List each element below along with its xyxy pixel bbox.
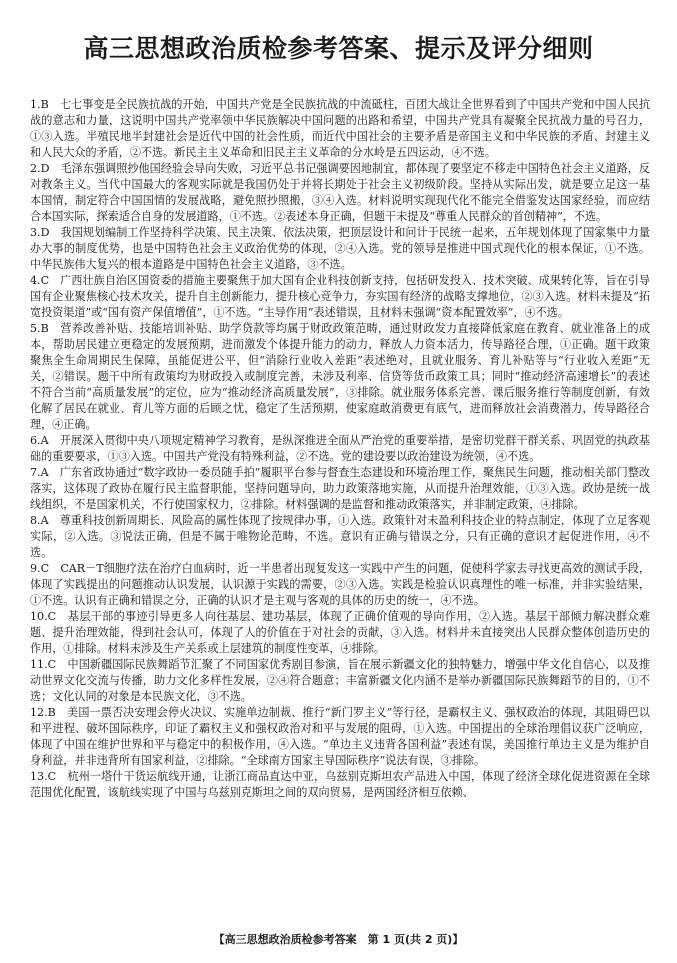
question-number: 1.: [30, 98, 41, 111]
explanation-text: 尊重科技创新周期长、风险高的属性体现了按规律办事，①入选。政策针对未盈利科技企业的特点制定，体现了立足客观实际，②入选。③说法正确，但是不属于唯物论范畴，不选。意识有正确与错误之分，只有正确的意识才起促进作用，④不选。: [30, 514, 650, 559]
explanation-text: 杭州一塔什干货运航线开通，让浙江商品直达中亚，乌兹别克斯坦农产品进入中国，体现了经济全球化促进资源在全球范围优化配置，该航线实现了中国与乌兹别克斯坦之间的双向贸易，是两国经济相互依赖、: [30, 770, 650, 799]
answer-item: [30, 465, 650, 513]
answer-letter: C: [47, 610, 57, 623]
answer-item: [30, 273, 650, 321]
answer-item: [30, 513, 650, 561]
question-number: 4.: [30, 274, 41, 287]
answer-item: [30, 657, 650, 705]
explanation-text: CAR－T细胞疗法在治疗白血病时，近一半患者出现复发这一实践中产生的问题，促使科学家去寻找更高效的测试手段，体现了实践提出的问题推动认识发展，认识源于实践的需要，②③入选。实践是检验认识真理性的唯一标准，并非实验结果，①不选。认识有正确和错误之分，正确的认识才是主观与客观的具体的历史的统一，④不选。: [30, 562, 650, 607]
answer-letter: C: [47, 770, 57, 783]
answer-letter: B: [40, 322, 49, 335]
question-number: 10.: [30, 610, 48, 623]
question-number: 5.: [30, 322, 41, 335]
question-number: 8.: [30, 514, 41, 527]
answer-item: [30, 433, 650, 465]
explanation-text: 广西壮族自治区国资委的措施主要聚焦于加大国有企业科技创新支持，包括研发投入、技术突破、成果转化等，旨在引导国有企业聚焦核心技术攻关，提升自主创新能力，提升核心竞争力，夯实国有经济的战略支撑地位，②③入选。材料未提及“拓宽投资渠道”或“国有资产保值增值”，①不选。“主导作用”表述错误，且材料未强调“资本配置效率”，④不选。: [30, 274, 650, 319]
answer-item: [30, 561, 650, 609]
answer-letter: A: [40, 466, 49, 479]
page-title: 高三思想政治质检参考答案、提示及评分细则: [83, 34, 594, 63]
question-number: 3.: [30, 226, 41, 239]
answer-letter: C: [47, 658, 57, 671]
question-number: 7.: [30, 466, 41, 479]
answer-item: [30, 97, 650, 161]
answer-item: [30, 321, 650, 433]
page-footer: 【高三思想政治质检参考答案 第 1 页(共 2 页)】: [213, 933, 464, 946]
question-number: 2.: [30, 162, 41, 175]
question-number: 11.: [30, 658, 48, 671]
answer-letter: D: [40, 226, 50, 239]
answer-letter: B: [47, 706, 56, 719]
explanation-text: 中国新疆国际民族舞蹈节汇聚了不同国家优秀剧目参演，旨在展示新疆文化的独特魅力，增强中华文化自信心，以及推动世界文化交流与传播，助力文化多样性发展，②④符合题意；丰富新疆文化内涵不是举办新疆国际民族舞蹈节的目的，①不选；文化认同的对象是本民族文化，③不选。: [30, 658, 650, 703]
answer-item: [30, 609, 650, 657]
answer-item: [30, 705, 650, 769]
explanation-text: 基层干部的事迹引导更多人向往基层、建功基层，体现了正确价值观的导向作用，②入选。基层干部倾力解决群众难题、提升治理效能，得到社会认可，体现了人的价值在于对社会的贡献，③入选。材料并未直接突出人民群众整体创造历史的作用，①排除。材料未涉及生产关系或上层建筑的制度性变革，④排除。: [30, 610, 650, 655]
explanation-text: 毛泽东强调照抄他国经验会导向失败，习近平总书记强调要因地制宜，都体现了要坚定不移走中国特色社会主义道路，反对教条主义。当代中国最大的客观实际就是我国仍处于并将长期处于社会主义初级阶段。坚持从实际出发，就是要立足这一基本国情，制定符合中国国情的发展战略，避免照抄照搬，③④入选。材料说明实现现代化不能完全借鉴发达国家经验，而应结合本国实际，探索适合自身的发展道路，①不选。②表述本身正确，但题干未提及“尊重人民群众的首创精神”，不选。: [30, 162, 650, 223]
explanation-text: 七七事变是全民族抗战的开始，中国共产党是全民族抗战的中流砥柱，百团大战让全世界看到了中国共产党和中国人民抗战的意志和力量，这说明中国共产党率领中华民族解决中国问题的出路和希望，中国共产党具有凝聚全民抗战力量的号召力，①③入选。半殖民地半封建社会是近代中国的社会性质，而近代中国社会的主要矛盾是帝国主义和中华民族的矛盾、封建主义和人民大众的矛盾，②不选。新民主主义革命和旧民主主义革命的分水岭是五四运动，④不选。: [30, 98, 650, 159]
question-number: 9.: [30, 562, 41, 575]
answer-letter: A: [40, 434, 49, 447]
explanation-text: 营养改善补贴、技能培训补贴、助学贷款等均属于财政政策范畴，通过财政发力直接降低家庭在教育、就业准备上的成本，帮助居民建立更稳定的发展预期，进而激发个体提升能力的动力，释放人力资本活力，传导路径合理，①正确。题干政策聚焦全生命周期民生保障，虽能促进公平，但“消除行业收入差距”表述绝对，且就业服务、育儿补贴等与“行业收入差距”无关，②错误。题干中所有政策均为财政投入或制度完善，未涉及利率、信贷等货币政策工具；同时“推动经济高速增长”的表述不符合当前“高质量发展”的定位，应为“推动经济高质量发展”，③排除。就业服务体系完善、课后服务推行等制度创新，有效化解了居民在就业、育儿等方面的后顾之忧，稳定了生活预期，使家庭敢消费更有底气，进而释放社会消费潜力，传导路径合理，④正确。: [30, 322, 650, 431]
answer-letter: C: [40, 274, 50, 287]
explanation-text: 广东省政协通过“数字政协一委员随手拍”履职平台参与督查生态建设和环境治理工作，聚焦民生问题，推动相关部门整改落实，这体现了政协在履行民主监督职能，坚持问题导向，助力政策落地实施，从而提升治理效能，①③入选。政协是统一战线组织，不是国家机关，不行使国家权力，②排除。材料强调的是监督和推动政策落实，并非制定政策，④排除。: [30, 466, 650, 511]
answer-letter: D: [40, 162, 50, 175]
explanation-text: 开展深入贯彻中央八项规定精神学习教育，是纵深推进全面从严治党的重要举措，是密切党群干群关系、巩固党的执政基础的重要要求，①③入选。中国共产党没有特殊利益，②不选。党的建设要以政治建设为统领，④不选。: [30, 434, 650, 463]
answer-letter: C: [40, 562, 50, 575]
explanation-text: 我国规划编制工作坚持科学决策、民主决策、依法决策，把顶层设计和问计于民统一起来，五年规划体现了国家集中力量办大事的制度优势，也是中国特色社会主义政治优势的体现，②④入选。党的领导是推进中国式现代化的根本保证，①不选。中华民族伟大复兴的根本道路是中国特色社会主义道路，③不选。: [30, 226, 650, 271]
answer-item: [30, 161, 650, 225]
question-number: 6.: [30, 434, 41, 447]
answer-item: [30, 225, 650, 273]
explanation-text: 美国一票否决安理会停火决议、实施单边制裁、推行“新门罗主义”等行径，是霸权主义、强权政治的体现，其阻碍巴以和平进程、破坏国际秩序，印证了霸权主义和强权政治对和平与发展的阻碍，①入选。中国提出的全球治理倡议获广泛响应，体现了中国在维护世界和平与稳定中的积极作用，④入选。“单边主义违背各国利益”表述有误，美国推行单边主义是为维护自身利益，并非违背所有国家利益，②排除。“全球南方国家主导国际秩序”说法有误，③排除。: [30, 706, 650, 767]
answer-list: [30, 97, 650, 801]
question-number: 12.: [30, 706, 48, 719]
question-number: 13.: [30, 770, 48, 783]
answer-letter: A: [40, 514, 49, 527]
answer-item: [30, 769, 650, 801]
answer-letter: B: [40, 98, 49, 111]
